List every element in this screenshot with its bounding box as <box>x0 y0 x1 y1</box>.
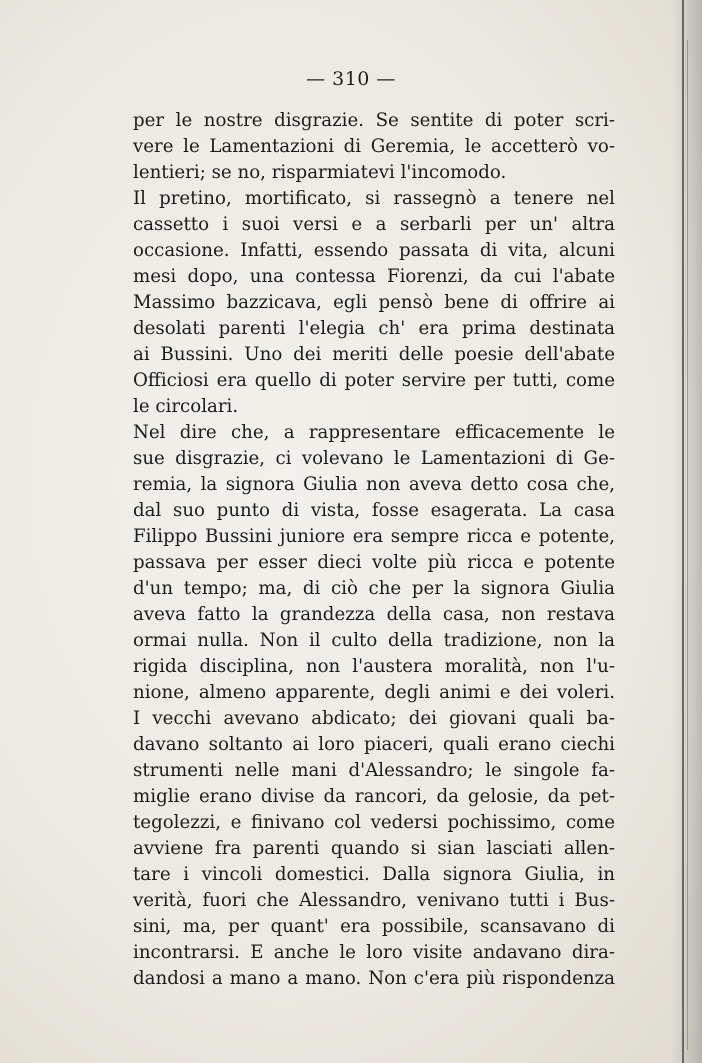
page-number-header: — 310 — <box>306 68 396 90</box>
text-line: Officiosi era quello di poter servire per tutti, come <box>133 370 615 391</box>
text-line: passava per esser dieci volte più ricca e potente <box>133 552 615 573</box>
text-line: rigida disciplina, non l'austera moralità, non l'u- <box>133 656 615 677</box>
text-line: miglie erano divise da rancori, da gelosie, da pet- <box>133 786 615 807</box>
text-line: Nel dire che, a rappresentare efficacemente le <box>133 422 615 443</box>
text-line: cassetto i suoi versi e a serbarli per un' altra <box>133 214 615 235</box>
text-line: sue disgrazie, ci volevano le Lamentazioni di Ge- <box>133 448 615 469</box>
text-line: tegolezzi, e finivano col vedersi pochissimo, come <box>133 812 615 833</box>
text-line: sini, ma, per quant' era possibile, scansavano di <box>133 916 615 937</box>
text-line: dal suo punto di vista, fosse esagerata. La casa <box>133 500 615 521</box>
text-line: aveva fatto la grandezza della casa, non restava <box>133 604 615 625</box>
text-line: desolati parenti l'elegia ch' era prima destinata <box>133 318 615 339</box>
text-line: per le nostre disgrazie. Se sentite di poter scri- <box>133 110 615 131</box>
text-line: mesi dopo, una contessa Fiorenzi, da cui l'abate <box>133 266 615 287</box>
text-line: ai Bussini. Uno dei meriti delle poesie dell'abate <box>133 344 615 365</box>
text-line: Il pretino, mortificato, si rassegnò a tenere nel <box>133 188 615 209</box>
text-line: davano soltanto ai loro piaceri, quali erano ciechi <box>133 734 615 755</box>
text-line: incontrarsi. E anche le loro visite andavano dira- <box>133 942 615 963</box>
page-edge-line <box>682 0 684 1063</box>
text-line: tare i vincoli domestici. Dalla signora Giulia, in <box>133 864 615 885</box>
text-line: occasione. Infatti, essendo passata di vita, alcuni <box>133 240 615 261</box>
text-line: d'un tempo; ma, di ciò che per la signora Giulia <box>133 578 615 599</box>
text-line: vere le Lamentazioni di Geremia, le accetterò vo- <box>133 136 615 157</box>
page-edge-line-secondary <box>687 40 688 1050</box>
text-line: nione, almeno apparente, degli animi e dei voleri. <box>133 682 615 703</box>
text-line: strumenti nelle mani d'Alessandro; le singole fa- <box>133 760 615 781</box>
text-line: lentieri; se no, risparmiatevi l'incomodo. <box>133 162 507 183</box>
text-line: dandosi a mano a mano. Non c'era più rispondenza <box>133 968 615 989</box>
text-line: le circolari. <box>133 396 239 417</box>
text-line: I vecchi avevano abdicato; dei giovani quali ba- <box>133 708 615 729</box>
text-line: remia, la signora Giulia non aveva detto cosa che, <box>133 474 615 495</box>
text-line: verità, fuori che Alessandro, venivano tutti i Bus- <box>133 890 615 911</box>
text-line: ormai nulla. Non il culto della tradizione, non la <box>133 630 615 651</box>
text-line: Massimo bazzicava, egli pensò bene di offrire ai <box>133 292 615 313</box>
text-line: avviene fra parenti quando si sian lasciati allen- <box>133 838 615 859</box>
body-text <box>133 108 615 992</box>
text-line: Filippo Bussini juniore era sempre ricca e potente, <box>133 526 615 547</box>
